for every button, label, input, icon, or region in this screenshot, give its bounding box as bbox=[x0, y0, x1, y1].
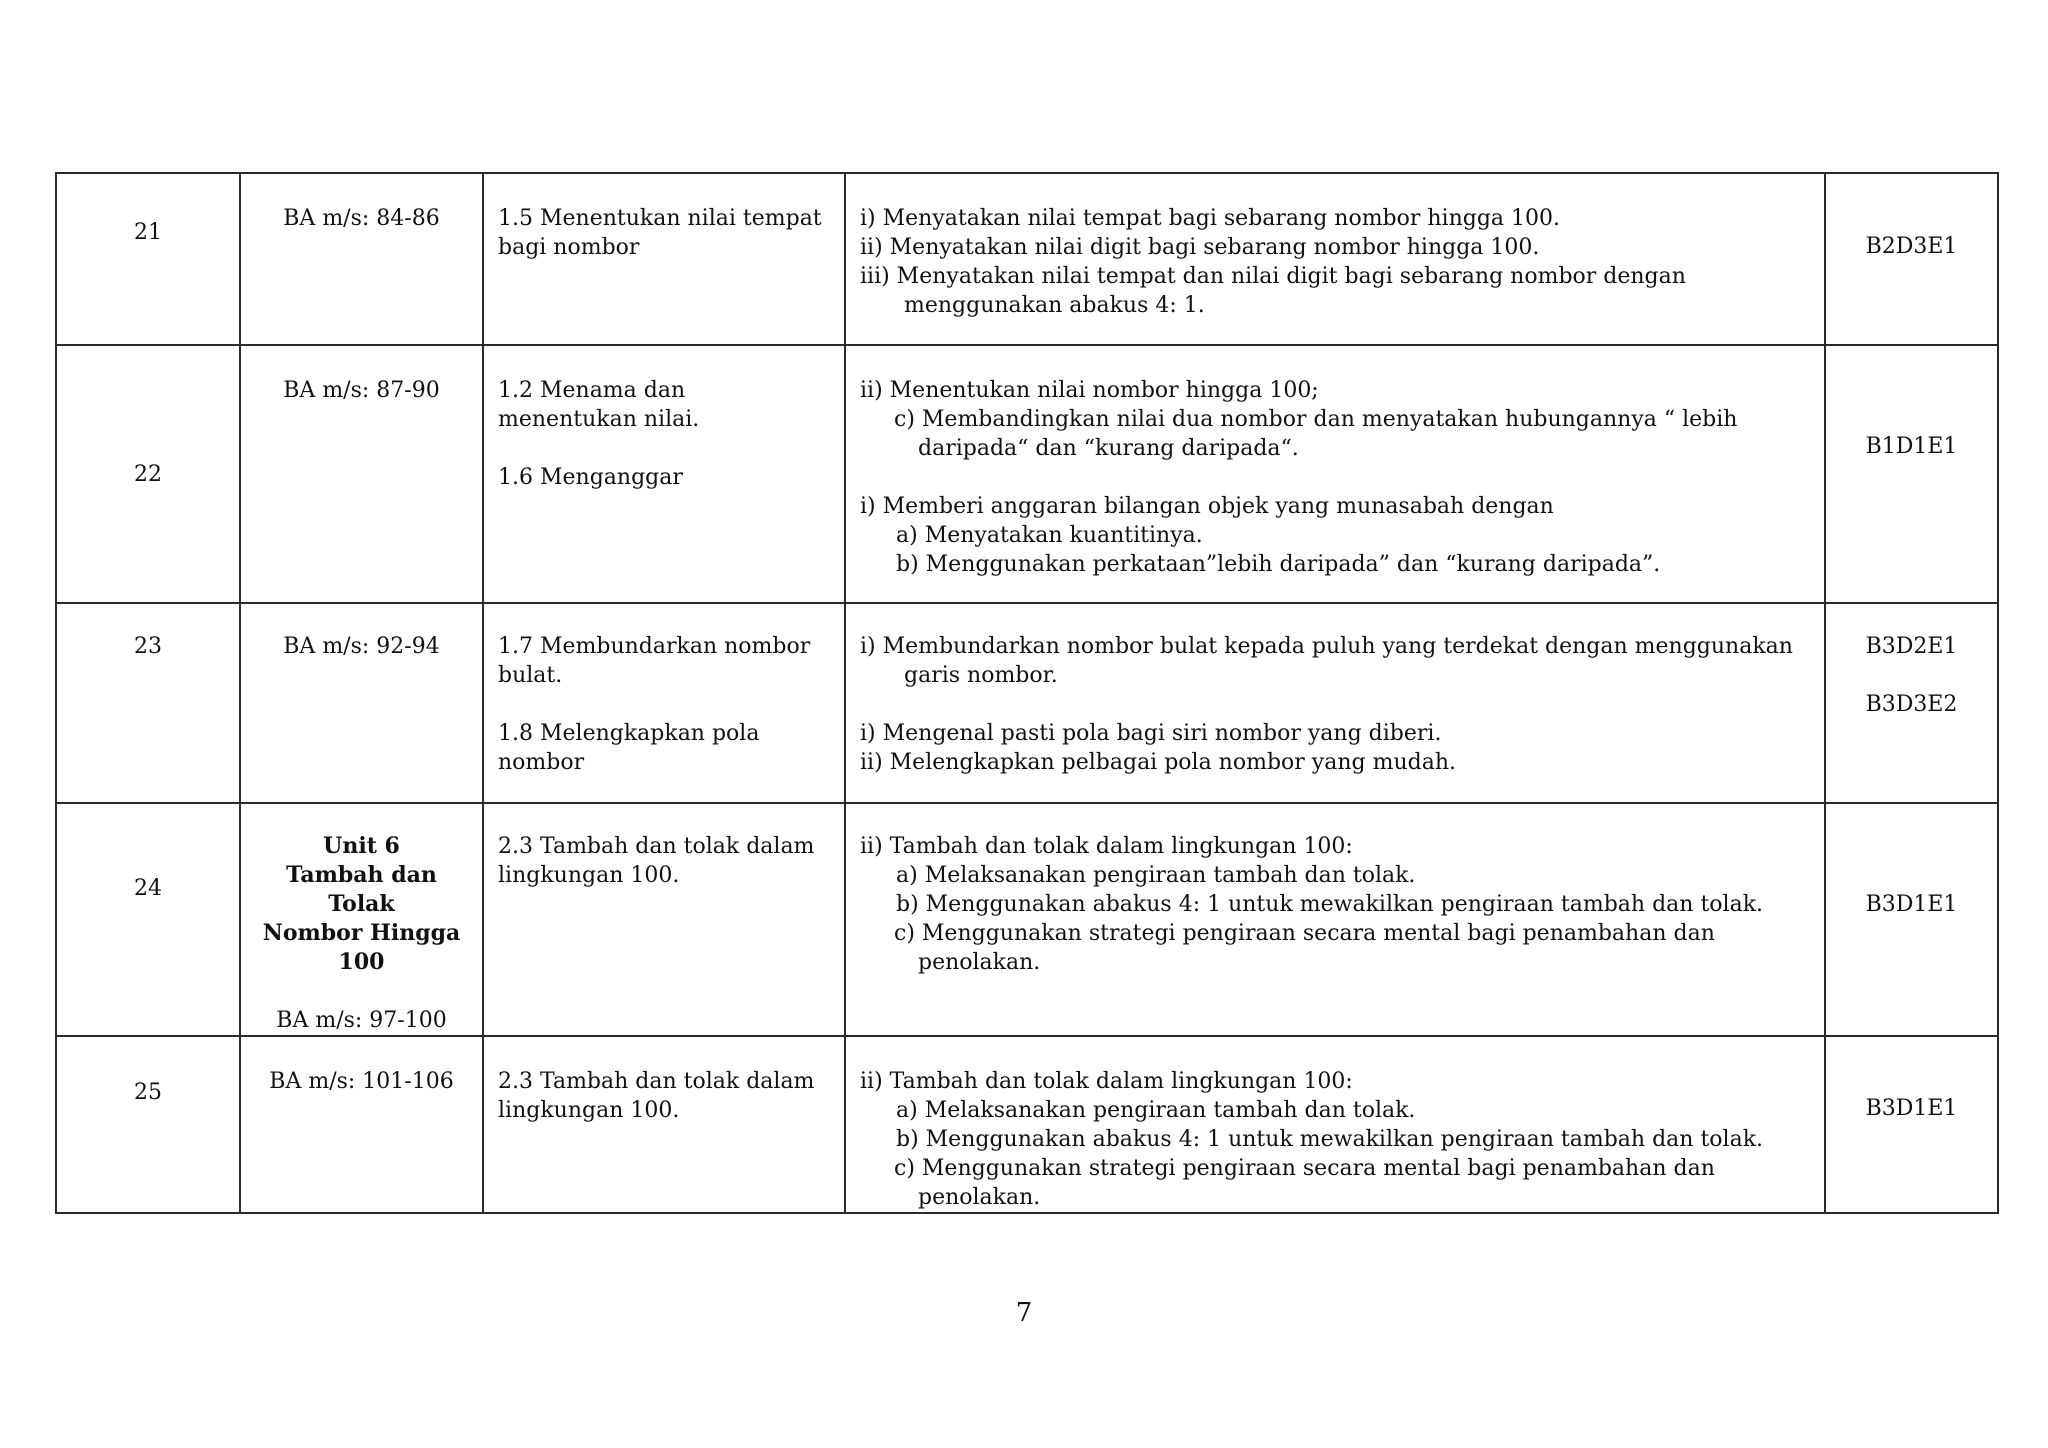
learning-standard-cell bbox=[845, 803, 1825, 1036]
learning-objective: i) Menyatakan nilai tempat bagi sebarang nombor hingga 100. bbox=[860, 206, 1561, 231]
week-cell bbox=[56, 603, 240, 803]
book-page-reference: BA m/s: 87-90 bbox=[283, 378, 440, 403]
content-standard: 2.3 Tambah dan tolak dalam lingkungan 100. bbox=[498, 1069, 815, 1123]
spacer bbox=[498, 434, 830, 463]
reference-cell bbox=[240, 345, 483, 603]
week-cell bbox=[56, 803, 240, 1036]
book-page-reference: BA m/s: 101-106 bbox=[269, 1069, 454, 1094]
spacer bbox=[860, 690, 1810, 719]
performance-band-code: B2D3E1 bbox=[1865, 234, 1958, 259]
performance-band-cell bbox=[1825, 603, 1998, 803]
reference-cell bbox=[240, 1036, 483, 1213]
performance-band-code: B3D2E1 bbox=[1865, 634, 1958, 659]
lesson-plan-table bbox=[55, 172, 1999, 1214]
learning-standard-cell bbox=[845, 1036, 1825, 1213]
spacer bbox=[1826, 661, 1997, 690]
learning-standard-cell bbox=[845, 345, 1825, 603]
table-row bbox=[56, 603, 1998, 803]
learning-objective: a) Melaksanakan pengiraan tambah dan tolak. bbox=[896, 863, 1416, 888]
performance-band-code: B3D1E1 bbox=[1865, 1096, 1958, 1121]
learning-objective: c) Menggunakan strategi pengiraan secara mental bagi penambahan dan penolakan. bbox=[894, 921, 1715, 975]
table-row bbox=[56, 1036, 1998, 1213]
spacer bbox=[498, 690, 830, 719]
book-page-reference: BA m/s: 84-86 bbox=[283, 206, 440, 231]
reference-cell bbox=[240, 803, 483, 1036]
content-standard-cell bbox=[483, 173, 845, 345]
table-row bbox=[56, 803, 1998, 1036]
content-standard-cell bbox=[483, 345, 845, 603]
learning-objective: a) Melaksanakan pengiraan tambah dan tolak. bbox=[896, 1098, 1416, 1123]
week-number: 25 bbox=[134, 1080, 162, 1105]
reference-cell bbox=[240, 603, 483, 803]
learning-objective: i) Membundarkan nombor bulat kepada puluh yang terdekat dengan menggunakan garis nombor. bbox=[860, 634, 1793, 688]
learning-standard-cell bbox=[845, 603, 1825, 803]
learning-objective: c) Menggunakan strategi pengiraan secara mental bagi penambahan dan penolakan. bbox=[894, 1156, 1715, 1210]
week-cell bbox=[56, 173, 240, 345]
unit-title-line: Tambah dan Tolak bbox=[286, 862, 437, 917]
spacer bbox=[860, 463, 1810, 492]
content-standard: 1.2 Menama dan menentukan nilai. bbox=[498, 378, 700, 432]
content-standard: 1.8 Melengkapkan pola nombor bbox=[498, 721, 760, 775]
content-standard-cell bbox=[483, 1036, 845, 1213]
learning-objective: ii) Tambah dan tolak dalam lingkungan 100: bbox=[860, 834, 1353, 859]
learning-objective: i) Memberi anggaran bilangan objek yang munasabah dengan bbox=[860, 494, 1554, 519]
week-cell bbox=[56, 1036, 240, 1213]
content-standard: 2.3 Tambah dan tolak dalam lingkungan 100. bbox=[498, 834, 815, 888]
learning-objective: b) Menggunakan perkataan”lebih daripada” dan “kurang daripada”. bbox=[896, 552, 1661, 577]
learning-objective: iii) Menyatakan nilai tempat dan nilai digit bagi sebarang nombor dengan menggunakan abakus 4: 1. bbox=[860, 264, 1686, 318]
learning-objective: c) Membandingkan nilai dua nombor dan menyatakan hubungannya “ lebih daripada“ dan “kurang daripada“. bbox=[894, 407, 1738, 461]
performance-band-code: B1D1E1 bbox=[1865, 434, 1958, 459]
content-standard: 1.5 Menentukan nilai tempat bagi nombor bbox=[498, 206, 822, 260]
learning-standard-cell bbox=[845, 173, 1825, 345]
content-standard: 1.7 Membundarkan nombor bulat. bbox=[498, 634, 811, 688]
unit-title-line: 100 bbox=[338, 949, 385, 975]
learning-objective: i) Mengenal pasti pola bagi siri nombor yang diberi. bbox=[860, 721, 1442, 746]
performance-band-cell bbox=[1825, 803, 1998, 1036]
performance-band-cell bbox=[1825, 345, 1998, 603]
learning-objective: b) Menggunakan abakus 4: 1 untuk mewakilkan pengiraan tambah dan tolak. bbox=[896, 1127, 1764, 1152]
content-standard-cell bbox=[483, 603, 845, 803]
content-standard-cell bbox=[483, 803, 845, 1036]
learning-objective: b) Menggunakan abakus 4: 1 untuk mewakilkan pengiraan tambah dan tolak. bbox=[896, 892, 1764, 917]
performance-band-cell bbox=[1825, 173, 1998, 345]
unit-title-line: Nombor Hingga bbox=[262, 920, 461, 946]
content-standard: 1.6 Menganggar bbox=[498, 465, 683, 490]
performance-band-code: B3D1E1 bbox=[1865, 892, 1958, 917]
unit-title-line: Unit 6 bbox=[323, 833, 400, 859]
page-number: 7 bbox=[1015, 1298, 1033, 1328]
table-body bbox=[56, 173, 1998, 1213]
learning-objective: ii) Melengkapkan pelbagai pola nombor yang mudah. bbox=[860, 750, 1456, 775]
reference-cell bbox=[240, 173, 483, 345]
week-cell bbox=[56, 345, 240, 603]
learning-objective: a) Menyatakan kuantitinya. bbox=[896, 523, 1203, 548]
learning-objective: ii) Menyatakan nilai digit bagi sebarang nombor hingga 100. bbox=[860, 235, 1540, 260]
table-row bbox=[56, 345, 1998, 603]
performance-band-code: B3D3E2 bbox=[1865, 692, 1958, 717]
learning-objective: ii) Tambah dan tolak dalam lingkungan 100: bbox=[860, 1069, 1353, 1094]
learning-objective: ii) Menentukan nilai nombor hingga 100; bbox=[860, 378, 1319, 403]
week-number: 23 bbox=[134, 634, 162, 659]
performance-band-cell bbox=[1825, 1036, 1998, 1213]
book-page-reference: BA m/s: 92-94 bbox=[283, 634, 440, 659]
table-row bbox=[56, 173, 1998, 345]
book-page-reference: BA m/s: 97-100 bbox=[276, 1008, 447, 1033]
week-number: 21 bbox=[134, 220, 162, 245]
week-number: 22 bbox=[134, 462, 162, 487]
week-number: 24 bbox=[134, 876, 162, 901]
